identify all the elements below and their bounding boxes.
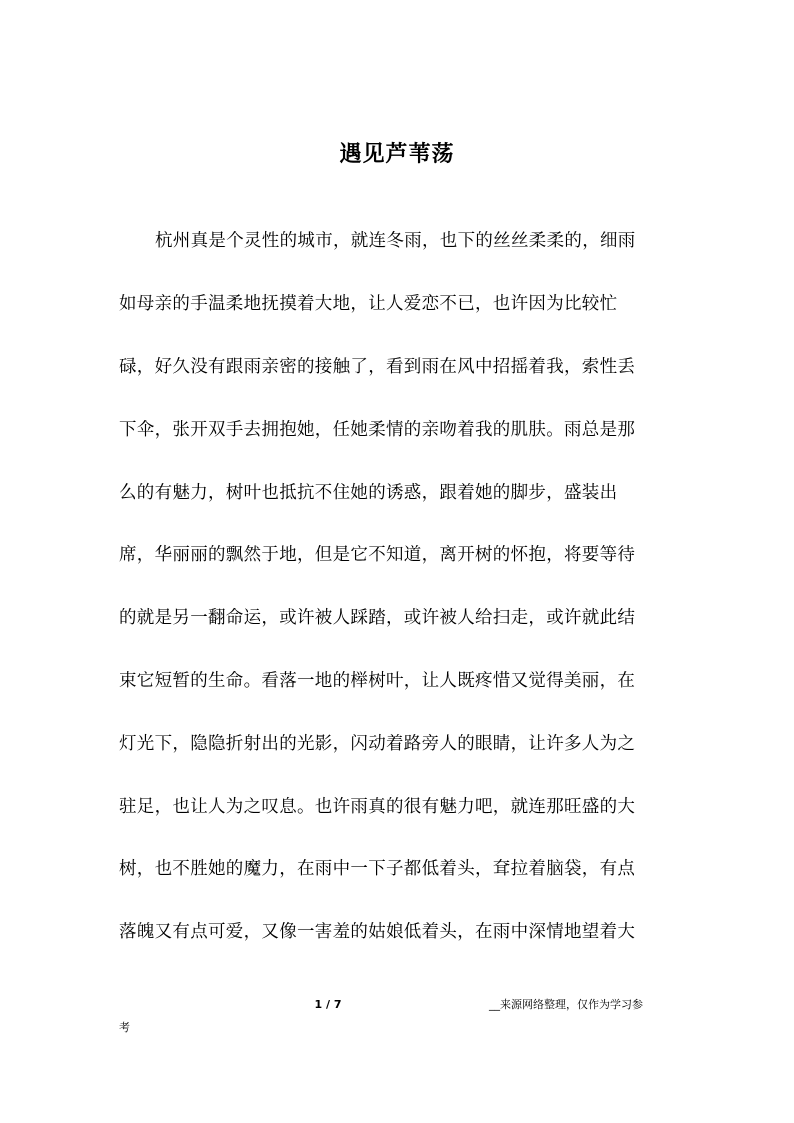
body-line: 席，华丽丽的飘然于地，但是它不知道，离开树的怀抱，将要等待: [119, 545, 636, 565]
body-line: 碌，好久没有跟雨亲密的接触了，看到雨在风中招摇着我，索性丢: [119, 357, 636, 377]
body-line: 树，也不胜她的魔力，在雨中一下子都低着头，耷拉着脑袋，有点: [119, 859, 636, 879]
page-number: 1 / 7: [314, 998, 342, 1011]
body-line: 灯光下，隐隐折射出的光影，闪动着路旁人的眼睛，让许多人为之: [119, 734, 636, 754]
source-note: __来源网络整理，仅作为学习参: [489, 998, 643, 1011]
document-title: 遇见芦苇荡: [339, 141, 455, 167]
body-line: 的就是另一翻命运，或许被人踩踏，或许被人给扫走，或许就此结: [119, 608, 636, 628]
body-line: 如母亲的手温柔地抚摸着大地，让人爱恋不已，也许因为比较忙: [119, 294, 618, 314]
body-line: 束它短暂的生命。看落一地的榉树叶，让人既疼惜又觉得美丽，在: [119, 671, 636, 691]
body-line: 落魄又有点可爱，又像一害羞的姑娘低着头，在雨中深情地望着大: [119, 922, 636, 942]
body-line: 杭州真是个灵性的城市，就连冬雨，也下的丝丝柔柔的，细雨: [155, 231, 636, 251]
source-note-continued: 考: [119, 1021, 130, 1034]
body-line: 驻足，也让人为之叹息。也许雨真的很有魅力吧，就连那旺盛的大: [119, 797, 636, 817]
body-line: 么的有魅力，树叶也抵抗不住她的诱惑，跟着她的脚步，盛装出: [119, 483, 618, 503]
body-line: 下伞，张开双手去拥抱她，任她柔情的亲吻着我的肌肤。雨总是那: [119, 420, 636, 440]
